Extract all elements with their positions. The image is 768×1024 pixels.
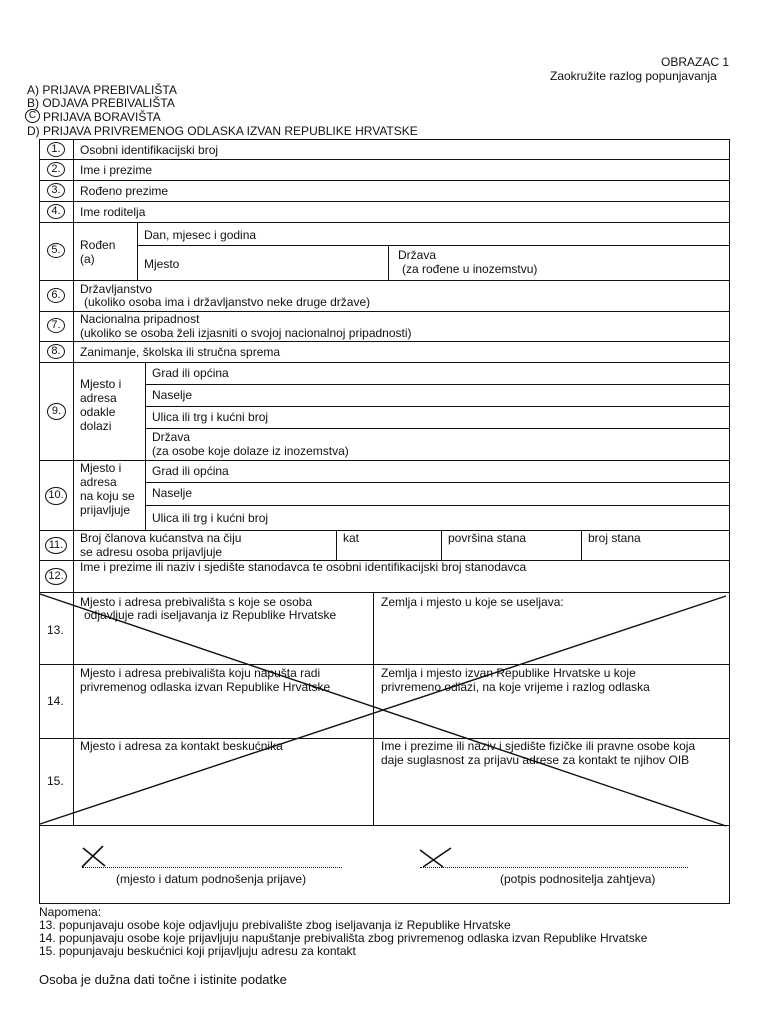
occupation-label[interactable]: Zanimanje, školska ili stručna sprema: [80, 345, 281, 359]
birth-country-note: (za rođene u inozemstvu): [402, 262, 538, 276]
notes-title: Napomena:: [39, 905, 102, 919]
born-label: Rođen: [80, 238, 116, 252]
to-address-label-2: adresa: [80, 475, 117, 489]
birth-country-field[interactable]: Država: [398, 248, 437, 262]
row-number-9: 9.: [47, 403, 66, 420]
emigration-address-note: odjavljuje radi iseljavanja iz Republike Hrvatske: [84, 608, 337, 622]
homeless-contact-field[interactable]: Mjesto i adresa za kontakt beskućnika: [80, 739, 283, 753]
to-settlement-field[interactable]: Naselje: [152, 486, 193, 500]
parent-name-label[interactable]: Ime roditelja: [80, 205, 146, 219]
applicant-signature-line[interactable]: [420, 867, 688, 868]
temporary-leave-address-field[interactable]: Mjesto i adresa prebivališta koju napušta radi: [80, 666, 321, 680]
row-number-11: 11.: [45, 537, 67, 554]
from-address-label-2: adresa: [80, 391, 117, 405]
row-number-2: 2.: [47, 162, 65, 177]
note-13: 13. popunjavaju osobe koje odjavljuju prebivalište zbog iseljavanja iz Republike Hrvatske: [39, 918, 511, 932]
floor-field[interactable]: kat: [343, 531, 360, 545]
row-number-5: 5.: [47, 243, 65, 258]
row-number-7: 7.: [47, 318, 65, 333]
to-city-field[interactable]: Grad ili općina: [152, 464, 229, 478]
reason-b[interactable]: B) ODJAVA PREBIVALIŠTA: [27, 96, 175, 110]
birth-date-field[interactable]: Dan, mjesec i godina: [144, 228, 257, 242]
row-number-4: 4.: [47, 204, 65, 219]
temporary-leave-country-field[interactable]: Zemlja i mjesto izvan Republike Hrvatske u koje: [381, 666, 636, 680]
birth-place-field[interactable]: Mjesto: [144, 257, 180, 271]
temporary-leave-country-note: privremeno odlazi, na koje vrijeme i razlog odlaska: [381, 680, 650, 694]
landlord-field[interactable]: Ime i prezime ili naziv i sjedište stanodavca te osobni identifikacijski broj stanodavca: [80, 560, 527, 574]
from-address-label-4: dolazi: [80, 419, 112, 433]
from-city-field[interactable]: Grad ili općina: [152, 366, 229, 380]
household-members-field[interactable]: Broj članova kućanstva na čiju: [80, 531, 242, 545]
temporary-leave-address-note: privremenog odlaska izvan Republike Hrvatske: [80, 680, 331, 694]
apartment-area-field[interactable]: površina stana: [448, 531, 527, 545]
place-date-caption: (mjesto i datum podnošenja prijave): [116, 872, 307, 886]
oib-label[interactable]: Osobni identifikacijski broj: [80, 143, 219, 157]
reason-c[interactable]: PRIJAVA BORAVIŠTA: [43, 110, 161, 124]
row-number-12: 12.: [45, 568, 67, 585]
from-address-label-3: odakle: [80, 405, 116, 419]
form-instruction: Zaokružite razlog popunjavanja: [550, 69, 717, 83]
note-15: 15. popunjavaju beskućnici koji prijavljuju adresu za kontakt: [39, 944, 356, 958]
from-country-note: (za osobe koje dolaze iz inozemstva): [152, 444, 349, 458]
apartment-number-field[interactable]: broj stana: [588, 531, 641, 545]
emigration-country-field[interactable]: Zemlja i mjesto u koje se useljava:: [381, 595, 564, 609]
signature-x-mark-left: [82, 846, 105, 867]
to-address-label-3: na koju se: [80, 489, 135, 503]
place-date-signature-line[interactable]: [82, 867, 342, 868]
row-number-8: 8.: [47, 344, 65, 359]
nationality-note: (ukoliko se osoba želi izjasniti o svojoj nacionalnoj pripadnosti): [80, 326, 412, 340]
row-number-10: 10.: [45, 487, 67, 505]
birth-surname-label[interactable]: Rođeno prezime: [80, 184, 169, 198]
applicant-signature-caption: (potpis podnositelja zahtjeva): [500, 872, 656, 886]
signature-x-mark-right: [420, 848, 451, 867]
from-street-field[interactable]: Ulica ili trg i kućni broj: [152, 410, 269, 424]
to-address-label-1: Mjesto i: [80, 461, 122, 475]
reason-a[interactable]: A) PRIJAVA PREBIVALIŠTA: [27, 83, 177, 97]
contact-consent-note: daje suglasnost za prijavu adrese za kontakt te njihov OIB: [381, 753, 690, 767]
nationality-label[interactable]: Nacionalna pripadnost: [80, 312, 200, 326]
to-street-field[interactable]: Ulica ili trg i kućni broj: [152, 511, 269, 525]
row-number-13: 13.: [47, 623, 64, 637]
row-number-14: 14.: [47, 694, 64, 708]
from-settlement-field[interactable]: Naselje: [152, 388, 193, 402]
reason-d[interactable]: D) PRIJAVA PRIVREMENOG ODLASKA IZVAN REPUBLIKE HRVATSKE: [27, 124, 418, 138]
contact-consent-field[interactable]: Ime i prezime ili naziv i sjedište fizičke ili pravne osobe koja: [381, 739, 696, 753]
form-code: OBRAZAC 1: [661, 55, 730, 69]
emigration-address-field[interactable]: Mjesto i adresa prebivališta s koje se osoba: [80, 595, 313, 609]
to-address-label-4: prijavljuje: [80, 503, 131, 517]
from-country-field[interactable]: Država: [152, 430, 191, 444]
name-label[interactable]: Ime i prezime: [80, 163, 153, 177]
note-14: 14. popunjavaju osobe koje prijavljuju napuštanje prebivališta zbog privremenog odlaska izvan Republike Hrvatske: [39, 931, 648, 945]
citizenship-label[interactable]: Državljanstvo: [80, 282, 153, 296]
household-members-note: se adresu osoba prijavljuje: [80, 545, 223, 559]
row-number-15: 15.: [47, 774, 64, 788]
from-address-label-1: Mjesto i: [80, 377, 122, 391]
citizenship-note: (ukoliko osoba ima i državljanstvo neke druge države): [84, 295, 371, 309]
born-suffix: (a): [80, 252, 95, 266]
reason-c-circle: C: [25, 109, 40, 123]
row-number-1: 1.: [47, 142, 65, 157]
row-number-6: 6.: [47, 288, 65, 303]
footer-disclaimer: Osoba je dužna dati točne i istinite podatke: [39, 972, 287, 987]
row-number-3: 3.: [47, 183, 65, 198]
